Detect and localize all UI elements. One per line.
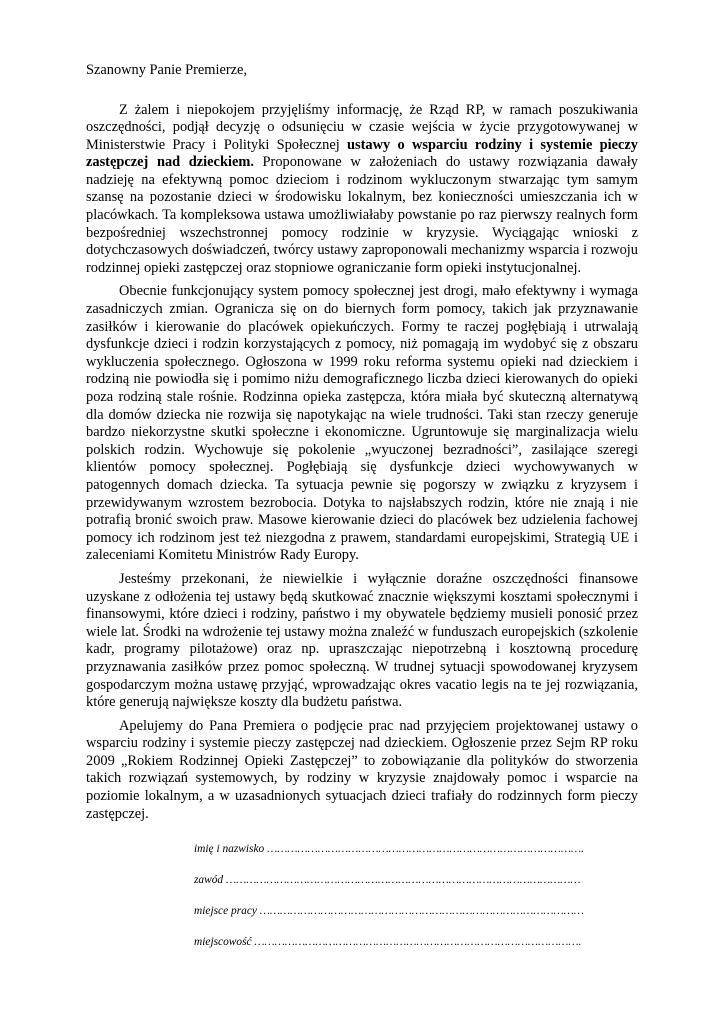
name-label: imię i nazwisko bbox=[194, 843, 265, 855]
letter-body bbox=[86, 62, 638, 829]
paragraph-2: Obecnie funkcjonujący system pomocy społecznej jest drogi, mało efektywny i wymaga zasadniczych zmian. Ogranicza się on do biernych form pomocy, takich jak przyznawanie zasiłków i kierowanie do placówek opiekuńczych. Formy te raczej pogłębiają i utrwalają dysfunkcje dzieci i rodzin korzystających z pomocy, niż pomagają im wydobyć się z obszaru wykluczenia społecznego. Ogłoszona w 1999 roku reforma systemu opieki nad dzieckiem i rodziną nie powiodła się i pomimo niżu demograficznego liczba dzieci kierowanych do opieki poza rodziną stale rośnie. Rodzinna opieka zastępcza, która miała być skuteczną alternatywą dla domów dziecka nie rozwija się napotykając na wiele trudności. Taki stan rzeczy generuje bardzo niekorzystne skutki społeczne i ekonomiczne. Ugruntowuje się marginalizacja wielu polskich rodzin. Wychowuje się pokolenie „wyuczonej bezradności”, zasilające szeregi klientów pomocy społecznej. Pogłębiają się dysfunkcje dzieci wychowywanych w patogennych domach dziecka. Ta sytuacja pewnie się pogorszy w związku z kryzysem i przewidywanym wzrostem bezrobocia. Dotyka to najsłabszych rodzin, które nie znają i nie potrafią bronić swoich praw. Masowe kierowanie dzieci do placówek bez udzielenia fachowej pomocy ich rodzinom jest też niezgodna z prawem, standardami europejskimi, Strategią UE i zaleceniami Komitetu Ministrów Rady Europy. bbox=[86, 283, 638, 564]
city-row[interactable] bbox=[194, 935, 644, 949]
city-label: miejscowość bbox=[194, 936, 252, 948]
workplace-dotted-line[interactable]: …………………………………………………………………………………… bbox=[256, 905, 584, 917]
workplace-row[interactable] bbox=[194, 904, 644, 918]
paragraph-1-text-a: Z żalem i niepokojem przyjęliśmy informację, że Rząd RP, w ramach poszukiwania oszczędności, podjął decyzję o odsunięciu w czasie wejścia w życie przygotowywanej w Ministerstwie Pracy i Polityki Społecznej bbox=[86, 101, 638, 153]
paragraph-1 bbox=[86, 102, 638, 278]
name-dotted-line[interactable]: …………………………………………………………………………………. bbox=[264, 843, 584, 855]
city-dotted-line[interactable]: ……………………………………………………………………………………. bbox=[251, 936, 582, 948]
signature-form bbox=[194, 842, 644, 966]
workplace-label: miejsce pracy bbox=[194, 905, 257, 917]
paragraph-1-text-b: Proponowane w założeniach do ustawy rozwiązania dawały nadzieję na efektywną pomoc dzieciom i rodzinom wykluczonym stwarzając tym samym szansę na pozostanie dzieci w środowisku lokalnym, bez konieczności umieszczania ich w placówkach. Ta kompleksowa ustawa umożliwiałaby powstanie po raz pierwszy realnych form bezpośredniej wszechstronnej pomocy rodzinie w kryzysie. Wyciągając wnioski z dotychczasowych doświadczeń, twórcy ustawy zaproponowali mechanizmy wsparcia i rozwoju rodzinnej opieki zastępczej oraz stopniowe ograniczanie form opieki instytucjonalnej. bbox=[86, 154, 638, 276]
job-label: zawód bbox=[194, 874, 224, 886]
paragraph-4: Apelujemy do Pana Premiera o podjęcie prac nad przyjęciem projektowanej ustawy o wsparciu rodziny i systemie pieczy zastępczej nad dzieckiem. Ogłoszenie przez Sejm RP roku 2009 „Rokiem Rodzinnej Opieki Zastępczej” to zobowiązanie dla polityków do stworzenia takich rozwiązań systemowych, by rodziny w kryzysie znajdowały pomoc i wsparcie na poziomie lokalnym, a w uzasadnionych sytuacjach dzieci trafiały do rodzinnych form pieczy zastępczej. bbox=[86, 717, 638, 822]
name-row[interactable] bbox=[194, 842, 644, 856]
paragraph-3: Jesteśmy przekonani, że niewielkie i wyłącznie doraźne oszczędności finansowe uzyskane z odłożenia tej ustawy będą skutkować znacznie większymi kosztami społecznymi i finansowymi, które dzieci i rodziny, państwo i my obywatele będziemy musieli ponosić przez wiele lat. Środki na wdrożenie tej ustawy można znaleźć w funduszach europejskich (szkolenie kadr, programy pilotażowe) oraz np. upraszczając niepotrzebną i kosztowną procedurę przyznawania zasiłków przez pomoc społeczną. W trudnej sytuacji spowodowanej kryzysem gospodarczym można ustawę przyjąć, wprowadzając okres vacatio legis na te jej rozwiązania, które generują największe koszty dla budżetu państwa. bbox=[86, 570, 638, 711]
greeting: Szanowny Panie Premierze, bbox=[86, 62, 248, 78]
job-row[interactable] bbox=[194, 873, 644, 887]
job-dotted-line[interactable]: …………………………………………………………………………………………… bbox=[223, 874, 581, 886]
paragraph-1-bold-law-title: ustawy o wsparciu rodziny i systemie pieczy zastępczej nad dzieckiem. bbox=[86, 136, 638, 171]
